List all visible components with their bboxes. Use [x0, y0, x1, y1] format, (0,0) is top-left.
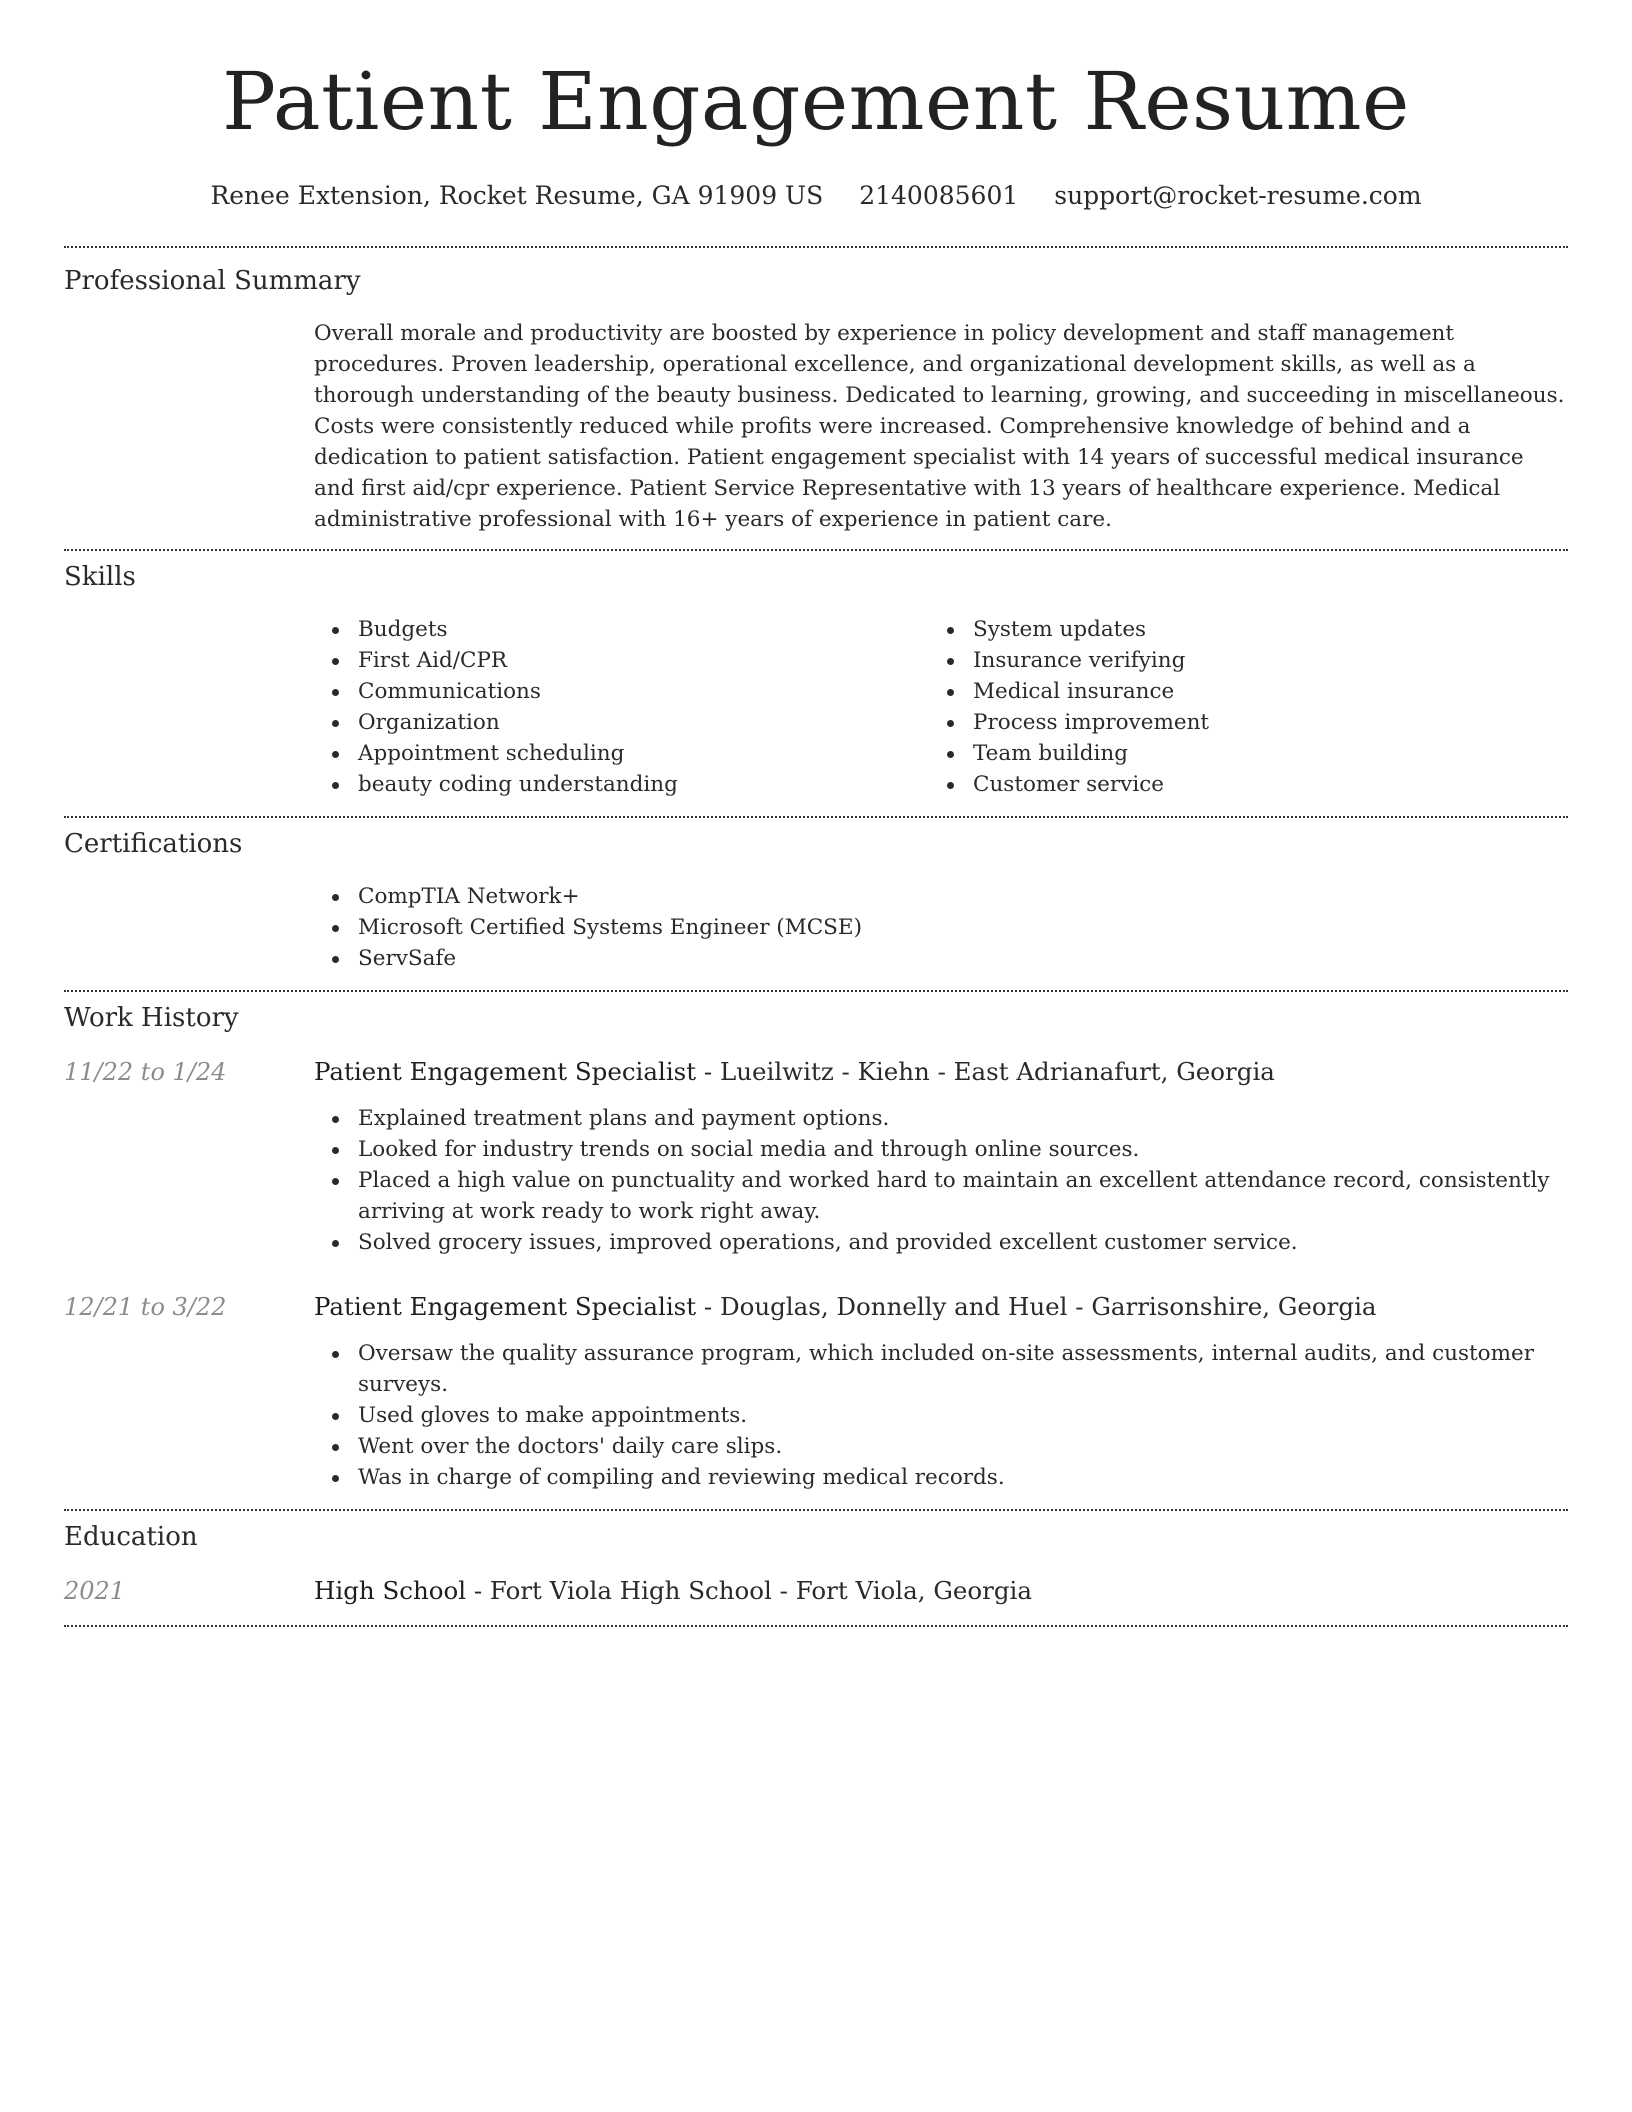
certifications-heading: Certifications — [64, 829, 243, 859]
education-degree: High School — [314, 1576, 467, 1605]
contact-address: Renee Extension, Rocket Resume, GA 91909 US — [210, 181, 824, 210]
education-details: - Fort Viola High School - Fort Viola, Georgia — [466, 1576, 1032, 1605]
job-bullet: Oversaw the quality assurance program, which included on-site assessments, internal audits, and customer surveys. — [314, 1338, 1568, 1400]
certification-item: Microsoft Certified Systems Engineer (MCSE) — [314, 912, 1568, 943]
job-title-line — [314, 1056, 1275, 1088]
certifications-section — [64, 818, 1568, 990]
skill-item: First Aid/CPR — [314, 645, 929, 676]
resume-title: Patient Engagement Resume — [222, 55, 1410, 148]
certification-item: CompTIA Network+ — [314, 881, 1568, 912]
job-bullet: Looked for industry trends on social media and through online sources. — [314, 1134, 1568, 1165]
job-bullet: Was in charge of compiling and reviewing medical records. — [314, 1462, 1568, 1493]
skill-item: beauty coding understanding — [314, 769, 929, 800]
job-bullet: Used gloves to make appointments. — [314, 1400, 1568, 1431]
certification-item: ServSafe — [314, 943, 1568, 974]
skill-item: Customer service — [929, 769, 1544, 800]
skill-item: Budgets — [314, 614, 929, 645]
education-heading: Education — [64, 1522, 198, 1552]
job-header — [64, 1056, 1568, 1088]
skill-item: System updates — [929, 614, 1544, 645]
job-bullet: Explained treatment plans and payment options. — [314, 1103, 1568, 1134]
job-details: - Lueilwitz - Kiehn - East Adrianafurt, Georgia — [696, 1057, 1275, 1086]
job-bullet: Placed a high value on punctuality and worked hard to maintain an excellent attendance record, consistently arriving at work ready to work right away. — [314, 1165, 1568, 1227]
skill-item: Process improvement — [929, 707, 1544, 738]
skills-list-left — [314, 614, 929, 800]
skill-item: Appointment scheduling — [314, 738, 929, 769]
skills-content — [314, 614, 1568, 800]
contact-email: support@rocket-resume.com — [1054, 181, 1422, 210]
certifications-list — [314, 881, 1568, 974]
job-role: Patient Engagement Specialist — [314, 1057, 697, 1086]
job-dates: 12/21 to 3/22 — [64, 1293, 227, 1321]
job-dates: 11/22 to 1/24 — [64, 1058, 227, 1086]
certifications-content — [314, 881, 1568, 974]
skill-item: Insurance verifying — [929, 645, 1544, 676]
summary-text: Overall morale and productivity are boosted by experience in policy development and staff management procedures. Proven leadership, operational excellence, and organizational development skills, as well as a thorough understanding of the beauty business. Dedicated to learning, growing, and succeeding in miscellaneous. Costs were consistently reduced while profits were increased. Comprehensive knowledge of behind and a dedication to patient satisfaction. Patient engagement specialist with 14 years of successful medical insurance and first aid/cpr experience. Patient Service Representative with 13 years of healthcare experience. Medical administrative professional with 16+ years of experience in patient care. — [314, 321, 1565, 532]
job-entry — [64, 1056, 1568, 1258]
summary-heading: Professional Summary — [64, 266, 361, 296]
skill-item: Communications — [314, 676, 929, 707]
skill-item: Organization — [314, 707, 929, 738]
summary-section — [64, 248, 1568, 549]
skill-item: Medical insurance — [929, 676, 1544, 707]
job-entry — [64, 1291, 1568, 1493]
education-section — [64, 1511, 1568, 1625]
skill-item: Team building — [929, 738, 1544, 769]
work-section — [64, 992, 1568, 1509]
job-bullet-list — [314, 1338, 1568, 1493]
work-heading: Work History — [64, 1003, 239, 1033]
job-bullet: Solved grocery issues, improved operations, and provided excellent customer service. — [314, 1227, 1568, 1258]
summary-content — [314, 318, 1568, 535]
job-bullets — [314, 1103, 1568, 1258]
job-bullets — [314, 1338, 1568, 1493]
education-entry — [64, 1575, 1568, 1607]
job-details: - Douglas, Donnelly and Huel - Garrisonshire, Georgia — [696, 1292, 1377, 1321]
job-role: Patient Engagement Specialist — [314, 1292, 697, 1321]
skills-list-right — [929, 614, 1544, 800]
job-header — [64, 1291, 1568, 1323]
contact-line — [64, 180, 1568, 212]
divider — [64, 1625, 1568, 1627]
contact-phone: 2140085601 — [859, 181, 1019, 210]
job-title-line — [314, 1291, 1377, 1323]
skills-heading: Skills — [64, 562, 136, 592]
skills-section — [64, 551, 1568, 816]
education-year: 2021 — [64, 1577, 126, 1605]
job-bullet: Went over the doctors' daily care slips. — [314, 1431, 1568, 1462]
education-title-line — [314, 1575, 1032, 1607]
job-bullet-list — [314, 1103, 1568, 1258]
